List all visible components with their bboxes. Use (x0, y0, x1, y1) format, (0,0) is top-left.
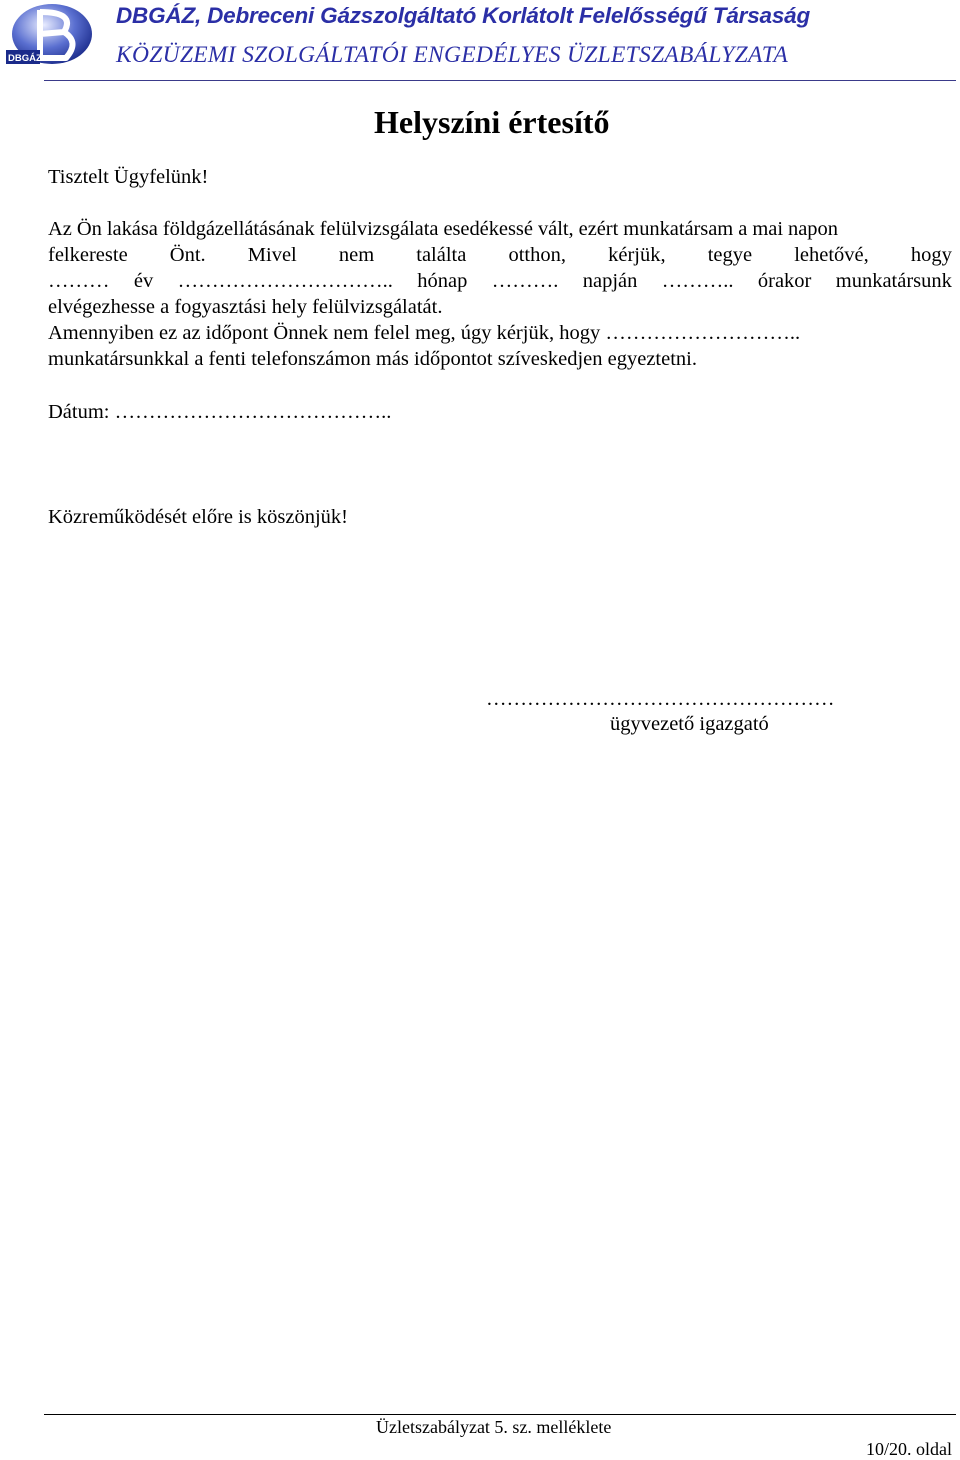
paragraph2-line2: munkatársunkkal a fenti telefonszámon más időpontot szíveskedjen egyeztetni. (48, 348, 697, 370)
word: tegye (707, 244, 753, 266)
dbgaz-logo-icon (6, 2, 94, 68)
signature-line: …………………………………………… (486, 688, 835, 710)
day-label: napján (582, 270, 638, 292)
date-field: Dátum: ………………………………….. (48, 401, 392, 423)
word: találta (416, 244, 467, 266)
paragraph2-line1: Amennyiben ez az időpont Önnek nem felel meg, úgy kérjük, hogy ……………………….. (48, 322, 801, 344)
footer-text: Üzletszabályzat 5. sz. melléklete (376, 1417, 612, 1437)
word: nem (338, 244, 375, 266)
word: felkereste (48, 244, 128, 266)
greeting: Tisztelt Ügyfelünk! (48, 166, 209, 188)
word: otthon, (508, 244, 566, 266)
paragraph1-line2 (48, 242, 952, 268)
thanks-line: Közreműködését előre is köszönjük! (48, 506, 349, 528)
page-number: 10/20. oldal (866, 1439, 952, 1459)
word: hogy (910, 244, 952, 266)
paragraph1-line1: Az Ön lakása földgázellátásának felülvizsgálata esedékessé vált, ezért munkatársam a mai napon (48, 218, 838, 240)
word: kérjük, (608, 244, 666, 266)
word: munkatársunk (835, 270, 952, 292)
word: Mivel (247, 244, 297, 266)
header-divider (44, 80, 956, 81)
hour-blank: ……….. (661, 270, 734, 292)
logo-text: DBGÁZ (8, 53, 42, 64)
paragraph1-line4: elvégezhesse a fogyasztási hely felülvizsgálatát. (48, 296, 443, 318)
signature-title: ügyvezető igazgató (610, 713, 769, 735)
company-logo (6, 2, 94, 68)
word: Önt. (169, 244, 206, 266)
document-subtitle: KÖZÜZEMI SZOLGÁLTATÓI ENGEDÉLYES ÜZLETSZABÁLYZATA (116, 42, 789, 68)
year-label: év (133, 270, 154, 292)
day-blank: ………. (491, 270, 559, 292)
hour-label: órakor (757, 270, 812, 292)
page-title: Helyszíni értesítő (374, 104, 610, 140)
word: lehetővé, (794, 244, 869, 266)
company-name: DBGÁZ, Debreceni Gázszolgáltató Korlátolt Felelősségű Társaság (116, 3, 811, 28)
footer-divider (44, 1414, 956, 1415)
month-label: hónap (417, 270, 468, 292)
paragraph1-line3-date-fields (48, 268, 952, 294)
year-blank: ……… (48, 270, 110, 292)
month-blank: ………………………….. (177, 270, 393, 292)
